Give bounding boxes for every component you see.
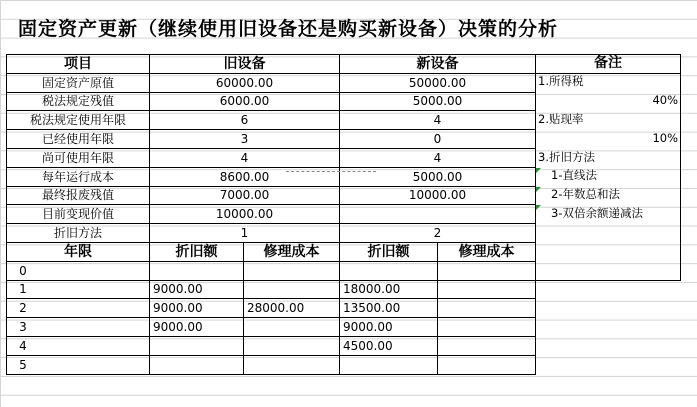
cell-comment-marker-icon <box>536 187 541 192</box>
schedule-value-cell[interactable]: 4500.00 <box>339 336 438 356</box>
schedule-value-cell[interactable] <box>149 261 244 281</box>
note-line[interactable]: 1.所得税 <box>538 74 584 89</box>
old-equipment-value[interactable]: 60000.00 <box>149 73 340 93</box>
old-equipment-value[interactable]: 4 <box>149 148 340 168</box>
schedule-value-cell[interactable]: 9000.00 <box>149 298 244 318</box>
note-line[interactable]: 3.折旧方法 <box>538 149 595 164</box>
new-equipment-value[interactable]: 5000.00 <box>339 167 536 187</box>
item-label[interactable]: 税法规定使用年限 <box>6 110 150 130</box>
schedule-value-cell[interactable]: 9000.00 <box>149 280 244 300</box>
schedule-value-cell[interactable] <box>437 336 536 356</box>
new-equipment-value[interactable]: 0 <box>339 129 536 149</box>
old-equipment-value[interactable]: 3 <box>149 129 340 149</box>
note-line[interactable]: 10% <box>652 130 678 145</box>
note-line[interactable]: 40% <box>652 93 678 108</box>
schedule-value-cell[interactable] <box>339 355 438 375</box>
note-line[interactable]: 2.贴现率 <box>538 112 584 127</box>
schedule-value-cell[interactable] <box>437 317 536 337</box>
header-new-depreciation[interactable]: 折旧额 <box>339 242 438 262</box>
new-equipment-value[interactable]: 10000.00 <box>339 186 536 206</box>
schedule-value-cell[interactable] <box>149 336 244 356</box>
new-equipment-value[interactable] <box>339 204 536 224</box>
item-label[interactable]: 固定资产原值 <box>6 73 150 93</box>
year-cell[interactable]: 0 <box>6 261 150 281</box>
year-cell[interactable]: 4 <box>6 336 150 356</box>
year-cell[interactable]: 2 <box>6 298 150 318</box>
item-label[interactable]: 尚可使用年限 <box>6 148 150 168</box>
note-line[interactable]: 1-直线法 <box>551 168 597 183</box>
old-equipment-value[interactable]: 8600.00 <box>149 167 340 187</box>
sheet-title[interactable]: 固定资产更新（继续使用旧设备还是购买新设备）决策的分析 <box>18 17 559 40</box>
schedule-value-cell[interactable] <box>243 317 340 337</box>
schedule-value-cell[interactable] <box>437 280 536 300</box>
schedule-value-cell[interactable] <box>339 261 438 281</box>
schedule-value-cell[interactable] <box>243 336 340 356</box>
old-equipment-value[interactable]: 10000.00 <box>149 204 340 224</box>
schedule-value-cell[interactable]: 13500.00 <box>339 298 438 318</box>
new-equipment-value[interactable]: 5000.00 <box>339 92 536 112</box>
new-equipment-value[interactable]: 4 <box>339 148 536 168</box>
header-old-equipment[interactable]: 旧设备 <box>149 54 340 74</box>
year-cell[interactable]: 3 <box>6 317 150 337</box>
schedule-value-cell[interactable] <box>243 261 340 281</box>
year-cell[interactable]: 1 <box>6 280 150 300</box>
schedule-value-cell[interactable] <box>437 355 536 375</box>
cell-comment-marker-icon <box>536 205 541 210</box>
item-label[interactable]: 税法规定残值 <box>6 92 150 112</box>
schedule-value-cell[interactable] <box>437 298 536 318</box>
item-label[interactable]: 目前变现价值 <box>6 204 150 224</box>
schedule-value-cell[interactable] <box>149 355 244 375</box>
header-new-repair-cost[interactable]: 修理成本 <box>437 242 536 262</box>
note-line[interactable]: 3-双倍余额递减法 <box>551 206 643 221</box>
header-new-equipment[interactable]: 新设备 <box>339 54 536 74</box>
header-item[interactable]: 项目 <box>6 54 150 74</box>
old-equipment-value[interactable]: 6000.00 <box>149 92 340 112</box>
schedule-value-cell[interactable] <box>243 280 340 300</box>
old-equipment-value[interactable]: 7000.00 <box>149 186 340 206</box>
item-label[interactable]: 每年运行成本 <box>6 167 150 187</box>
schedule-value-cell[interactable]: 18000.00 <box>339 280 438 300</box>
old-equipment-value[interactable]: 1 <box>149 223 340 243</box>
schedule-value-cell[interactable]: 9000.00 <box>339 317 438 337</box>
cell-comment-marker-icon <box>536 168 541 173</box>
item-label[interactable]: 已经使用年限 <box>6 129 150 149</box>
new-equipment-value[interactable]: 50000.00 <box>339 73 536 93</box>
schedule-value-cell[interactable]: 28000.00 <box>243 298 340 318</box>
header-old-depreciation[interactable]: 折旧额 <box>149 242 244 262</box>
item-label[interactable]: 折旧方法 <box>6 223 150 243</box>
header-old-repair-cost[interactable]: 修理成本 <box>243 242 340 262</box>
new-equipment-value[interactable]: 2 <box>339 223 536 243</box>
note-line[interactable]: 2-年数总和法 <box>551 187 620 202</box>
new-equipment-value[interactable]: 4 <box>339 110 536 130</box>
year-cell[interactable]: 5 <box>6 355 150 375</box>
schedule-value-cell[interactable] <box>437 261 536 281</box>
item-label[interactable]: 最终报废残值 <box>6 186 150 206</box>
notes-header[interactable]: 备注 <box>535 54 681 74</box>
schedule-value-cell[interactable]: 9000.00 <box>149 317 244 337</box>
header-year[interactable]: 年限 <box>6 242 150 262</box>
schedule-value-cell[interactable] <box>243 355 340 375</box>
old-equipment-value[interactable]: 6 <box>149 110 340 130</box>
copy-marquee <box>286 171 376 172</box>
